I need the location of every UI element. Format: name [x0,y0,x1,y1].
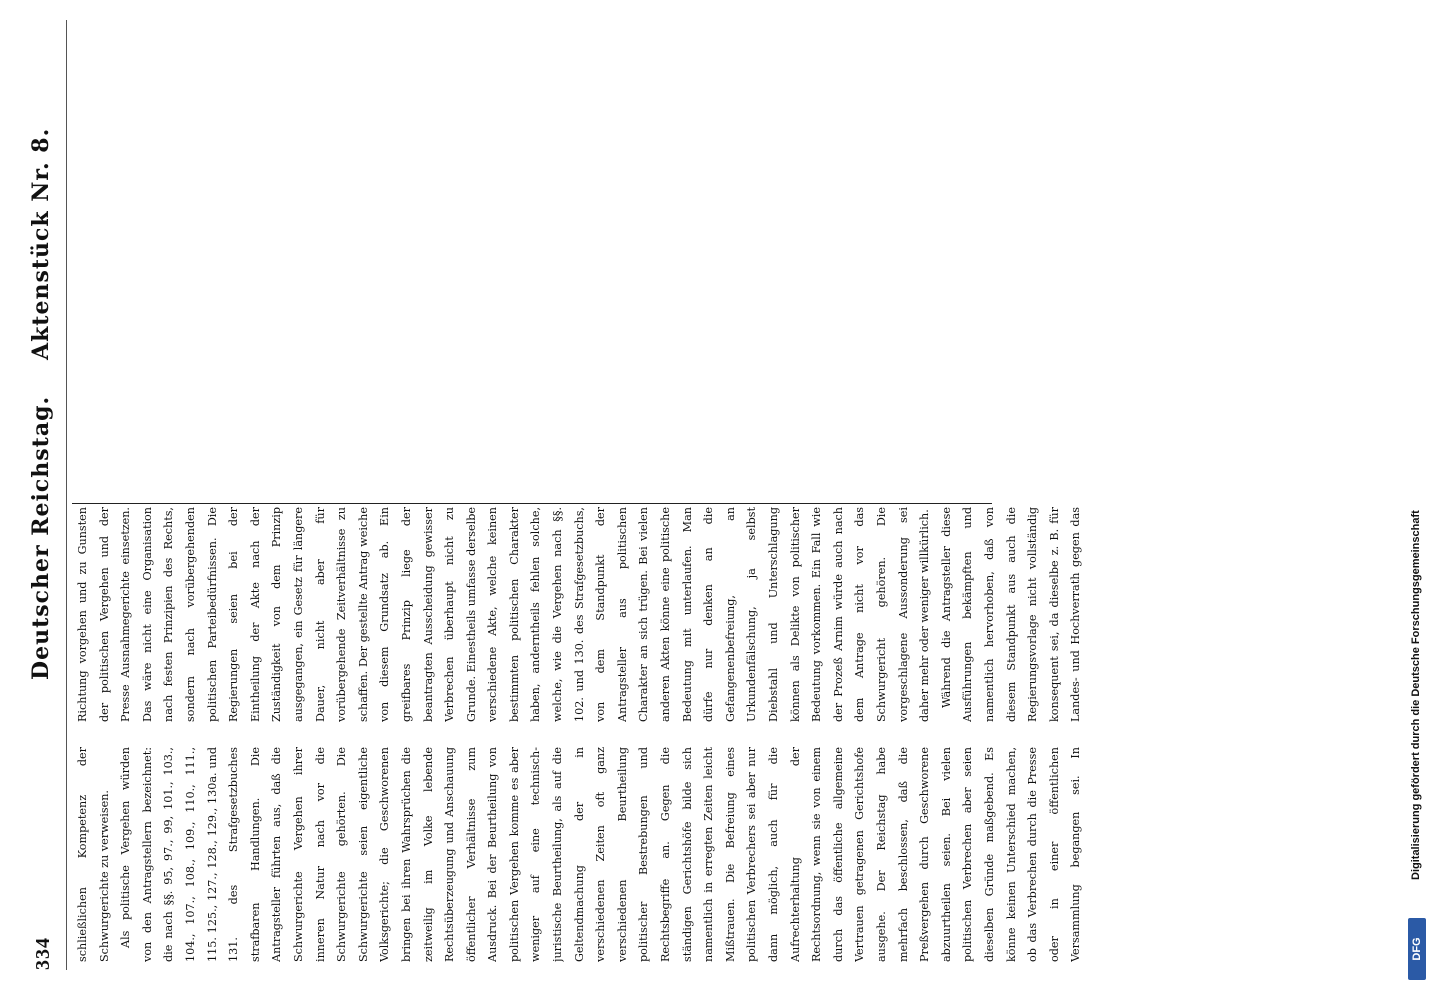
paragraph: schließlichen Kompetenz der Schwurgerichte zu verweisen. [76,747,111,962]
paragraph: Während die Antragsteller diese Ausführungen bekämpften und namentlich hervorhoben, daß von diesem Standpunkt aus auch die Regierungsvorlage nicht vollständig konsequent sei, da dieselbe z. B. für Landes- und Hochverrath gegen das [939,507,1082,722]
header-rule [66,20,67,970]
dfg-logo: DFG [1408,918,1426,980]
paragraph: Richtung vorgehen und zu Gunsten der politischen Vergehen und der Presse Ausnahmegerichte einsetzen. Das wäre nicht eine Organisation nach festen Prinzipien des Rechts, sondern nach vorübergehenden politischen Parteibedürfnissen. Die Regierungen seien bei der Eintheilung der Akte nach der Zuständigkeit von dem Prinzip ausgegangen, ein Gesetz für längere Dauer, nicht aber für vorübergehende Zeitverhältnisse zu schaffen. Der gestellte Antrag weiche von diesem Grundsatz ab. Ein greifbares Prinzip liege der beantragten Ausscheidung gewisser Verbrechen überhaupt nicht zu Grunde. Einestheils umfasse derselbe verschiedene Akte, welche keinen bestimmten politischen Charakter haben, anderntheils fehlen solche, welche, wie die Vergehen nach §§. 102. und 130. des Strafgesetzbuchs, von dem Standpunkt der Antragsteller aus politischen Charakter an sich trügen. Bei vielen anderen Akten könne eine politische Bedeutung mit unterlaufen. Man dürfe nur denken an die Gefangenenbefreiung, an Urkundenfälschung, ja selbst Diebstahl und Unterschlagung können als Delikte von politischer Bedeutung vorkommen. Ein Fall wie der Prozeß Arnim würde auch nach dem Antrage nicht vor das Schwurgericht gehören. Die vorgeschlagene Aussonderung sei daher mehr oder weniger willkürlich. [76,507,932,722]
running-title-left: Deutscher Reichstag. [28,395,54,680]
column-divider [72,503,992,504]
text-column-1 [72,747,1082,962]
digitization-footer [1406,0,1432,1000]
paragraph: Als politische Vergehen würden von den Antragstellern bezeichnet: die nach §§. 95, 97., 99, 101., 103., 104., 107., 108., 109., 110., 111., 115. 125., 127., 128., 129., 130a. und 131. des Strafgesetzbuches strafbaren Handlungen. Die Antragsteller führten aus, daß die Schwurgerichte Vergehen ihrer inneren Natur nach vor die Schwurgerichte gehörten. Die Schwurgerichte seien eigentliche Volksgerichte; die Geschworenen bringen bei ihren Wahrsprüchen die zeitweilig im Volke lebende Rechtsüberzeugung und Anschauung öffentlicher Verhältnisse zum Ausdruck. Bei der Beurtheilung von politischen Vergehen komme es aber weniger auf eine technisch-juristische Beurtheilung, als auf die Geltendmachung der in verschiedenen Zeiten oft ganz verschiedenen Beurtheilung politischer Bestrebungen und Rechtsbegriffe an. Gegen die ständigen Gerichtshöfe bilde sich namentlich in erregten Zeiten leicht Mißtrauen. Die Befreiung eines politischen Verbrechers sei aber nur dann möglich, auch für die Aufrechterhaltung der Rechtsordnung, wenn sie von einem durch das öffentliche allgemeine Vertrauen getragenen Gerichtshofe ausgehe. Der Reichstag habe mehrfach beschlossen, daß die Preßvergehen durch Geschworene abzuurtheilen seien. Bei vielen politischen Verbrechen aber seien dieselben Gründe maßgebend. Es könne keinen Unterschied machen, ob das Verbrechen durch die Presse oder in einer öffentlichen Versammlung begangen sei. In [119,747,1082,962]
digitization-credit: Digitalisierung gefördert durch die Deutsche Forschungsgemeinschaft [1410,510,1422,880]
text-column-2 [72,507,1082,722]
page-number: 334 [32,937,54,970]
running-title-right: Aktenstück Nr. 8. [28,127,54,360]
running-head [28,0,68,1000]
